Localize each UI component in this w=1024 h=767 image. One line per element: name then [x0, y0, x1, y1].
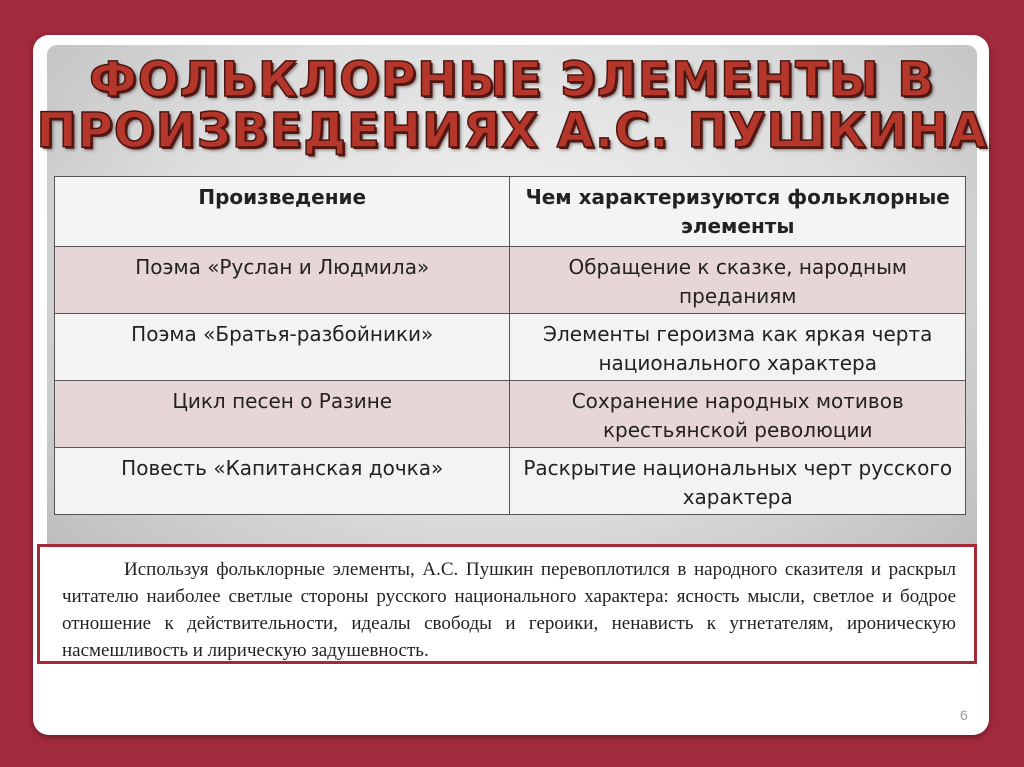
cell-feature: Элементы героизма как яркая черта национального характера	[510, 314, 966, 381]
slide-title-line-2: ПРОИЗВЕДЕНИЯХ А.С. ПУШКИНА	[36, 103, 988, 159]
table-row	[55, 247, 966, 314]
cell-work: Поэма «Братья-разбойники»	[55, 314, 510, 381]
table-row	[55, 381, 966, 448]
cell-work: Поэма «Руслан и Людмила»	[55, 247, 510, 314]
cell-work: Цикл песен о Разине	[55, 381, 510, 448]
page-number: 6	[960, 707, 968, 723]
table-row	[55, 448, 966, 515]
header-feature: Чем характеризуются фольклорные элементы	[510, 177, 966, 247]
works-table	[54, 176, 966, 515]
cell-feature: Раскрытие национальных черт русского характера	[510, 448, 966, 515]
cell-work: Повесть «Капитанская дочка»	[55, 448, 510, 515]
header-work: Произведение	[55, 177, 510, 247]
conclusion-quote: Используя фольклорные элементы, А.С. Пушкин перевоплотился в народного сказителя и раскрыл читателю наиболее светлые стороны русского национального характера: ясность мысли, светлое и бодрое отношение к действительности, идеалы свободы и героики, ненависть к угнетателям, ироническую насмешливость и лирическую задушевность.	[37, 544, 977, 664]
slide-title-line-1: ФОЛЬКЛОРНЫЕ ЭЛЕМЕНТЫ В	[89, 52, 935, 108]
table-header-row	[55, 177, 966, 247]
cell-feature: Обращение к сказке, народным преданиям	[510, 247, 966, 314]
table-row	[55, 314, 966, 381]
cell-feature: Сохранение народных мотивов крестьянской революции	[510, 381, 966, 448]
